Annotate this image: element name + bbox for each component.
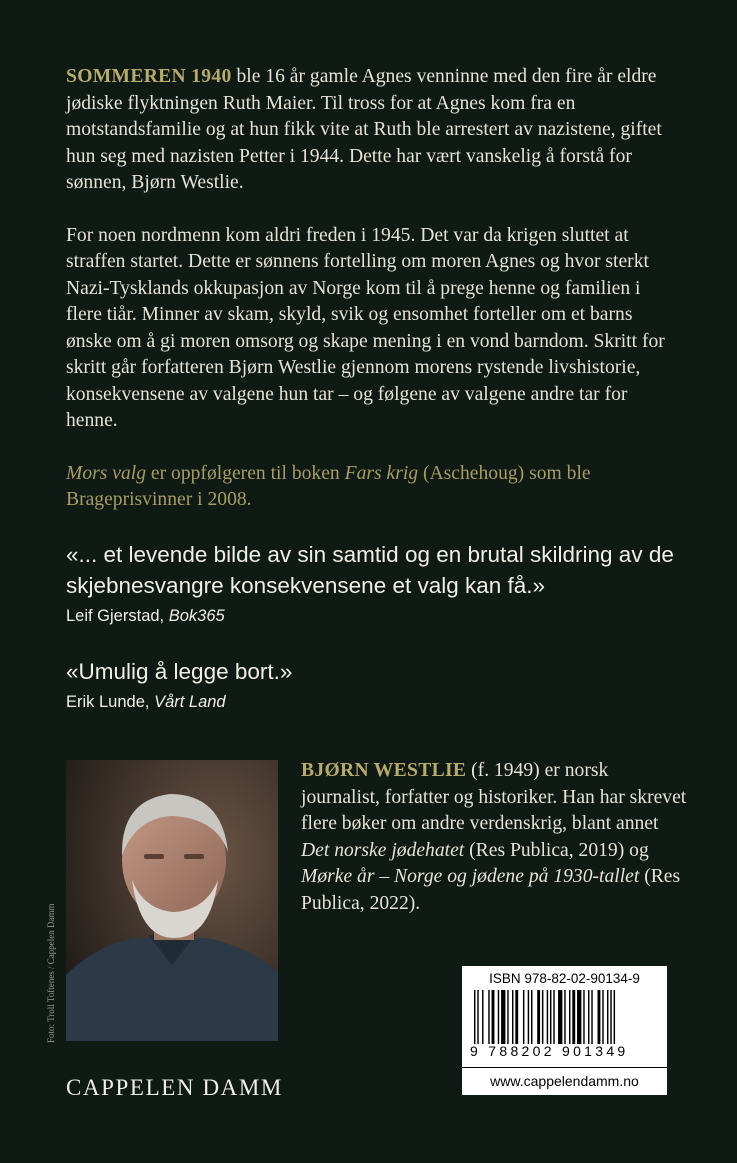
review-quote-2 (66, 656, 686, 714)
quote-author: Erik Lunde, (66, 693, 155, 711)
blurb-text-1: ble 16 år gamle Agnes venninne med den fire år eldre jødiske flyktningen Ruth Maier. Til tross for at Agnes kom fra en motstandsfamilie og at hun fikk vite at Ruth ble arrestert av nazistene, giftet hun seg med nazisten Petter i 1944. Dette har vært vanskelig å forstå for sønnen, Bjørn Westlie. (66, 66, 662, 193)
quote-text: «Umulig å legge bort.» (66, 659, 293, 684)
bio-text-3: (Res Publica, 2022). (301, 866, 681, 914)
review-quote-1 (66, 539, 686, 628)
barcode-bars (474, 990, 655, 1044)
book-title-fars-krig: Fars krig (344, 462, 419, 484)
bio-text-2: (Res Publica, 2019) og (464, 839, 649, 861)
blurb-paragraph-3 (66, 461, 678, 514)
blurb-text-3a: er oppfølgeren til boken (146, 462, 345, 484)
blurb (66, 64, 678, 540)
bio-text-1: (f. 1949) er norsk journalist, forfatter og historiker. Han har skrevet flere bøker om andre verdenskrig, blant annet (301, 760, 687, 834)
book-title-mors-valg: Mors valg (66, 462, 147, 484)
author-portrait-image (66, 760, 278, 1041)
quote-author: Leif Gjerstad, (66, 607, 169, 625)
bio-book-1: Det norske jødehatet (301, 839, 465, 861)
blurb-text-3b: (Aschehoug) som ble Brageprisvinner i 2008. (66, 462, 591, 510)
publisher-logo: CAPPELEN DAMM (66, 1075, 283, 1100)
bio-book-2: Mørke år – Norge og jødene på 1930-tallet (301, 866, 640, 887)
blurb-paragraph-2: For noen nordmenn kom aldri freden i 1945. Det var da krigen sluttet at straffen startet. Dette er sønnens fortelling om moren Agnes og hvor sterkt Nazi-Tysklands okkupasjon av Norge kom til å prege henne og familien i flere tiår. Minner av skam, skyld, svik og ensomhet forteller om et barns ønske om å gi moren omsorg og skape mening i en vond barndom. Skritt for skritt går forfatteren Bjørn Westlie gjennom morens rystende livshistorie, konsekvensene av valgene hun tar – og følgene av valgene andre tar for henne. (66, 224, 665, 431)
isbn-number: ISBN 978-82-02-90134-9 (489, 971, 640, 986)
barcode-digits: 9 788202 901349 (470, 1043, 629, 1059)
quote-text: «... et levende bilde av sin samtid og en brutal skildring av de skjebnesvangre konsekvensene et valg kan få.» (66, 542, 674, 598)
author-name: BJØRN WESTLIE (301, 760, 467, 781)
quote-publication: Vårt Land (154, 693, 226, 711)
author-photo (66, 760, 278, 1041)
blurb-lead: SOMMEREN 1940 (66, 66, 232, 87)
quote-source (66, 604, 686, 628)
author-bio (301, 758, 691, 917)
quote-source (66, 690, 686, 714)
publisher-url: www.cappelendamm.no (462, 1067, 667, 1095)
blurb-paragraph-1 (66, 64, 678, 197)
isbn-barcode-label (462, 966, 667, 1095)
photo-credit: Foto: Troll Toftenes / Cappelen Damm (46, 903, 56, 1043)
quote-publication: Bok365 (168, 607, 225, 625)
